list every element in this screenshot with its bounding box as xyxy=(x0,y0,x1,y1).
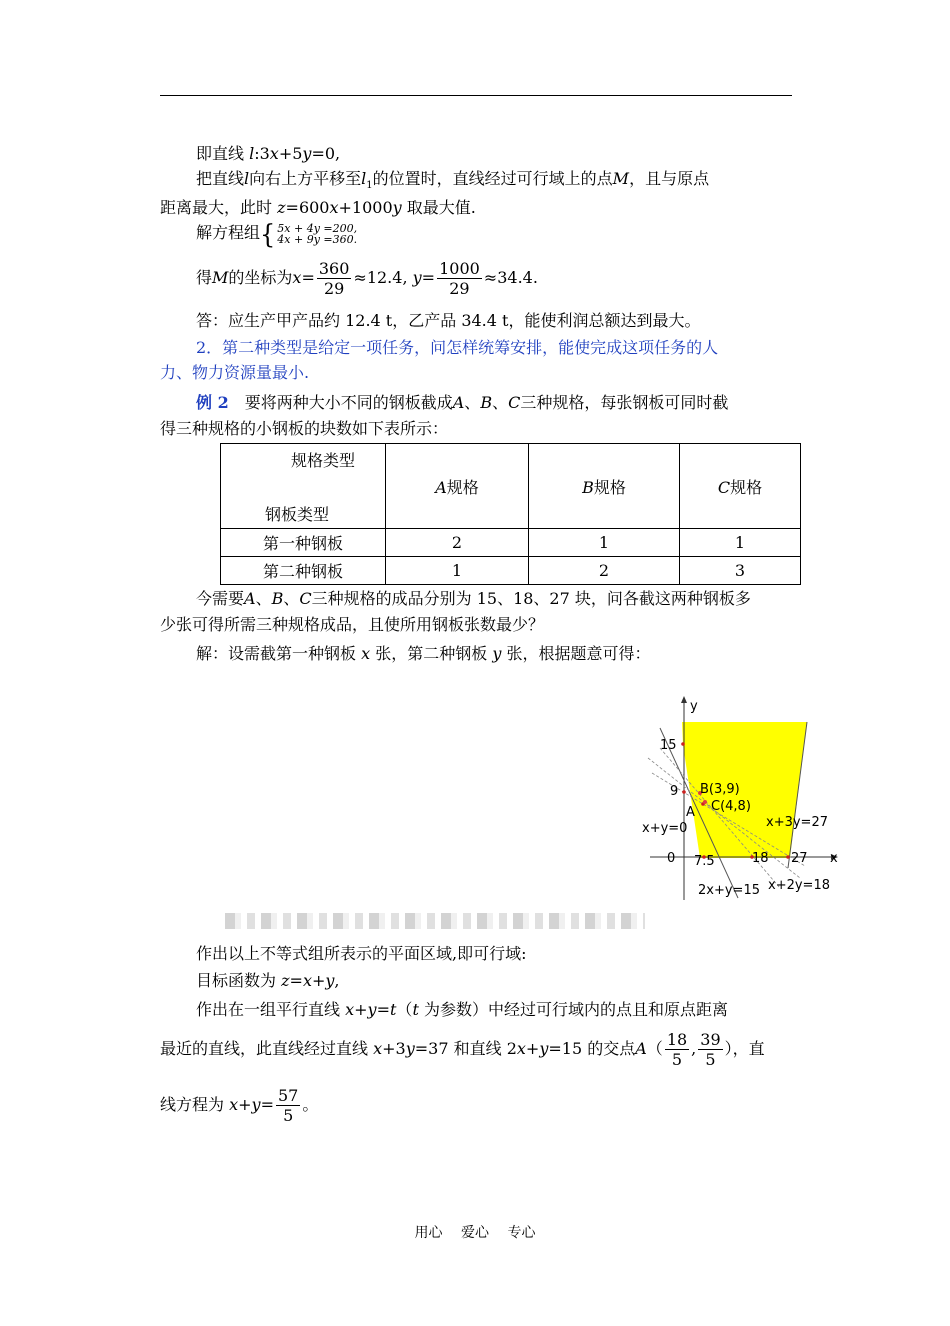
table-cell: 2 xyxy=(529,557,680,585)
equation-system: 5x + 4y =200, 4x + 9y =360. xyxy=(277,221,358,246)
para-line-equation: 线方程为 x+y= $\frac{57}{5}$ 。 xyxy=(160,1086,319,1125)
steel-plate-table xyxy=(220,443,801,585)
line-label-x-2y-18: x+2y=18 xyxy=(768,878,830,893)
line-label-2x-y-15: 2x+y=15 xyxy=(698,883,760,898)
para-max-distance: 距离最大，此时 z=600x+1000y 取最大值. xyxy=(160,198,476,217)
para-translate-line: 把直线l向右上方平移至$l_1$的位置时，直线经过可行域上的点M，且与原点 xyxy=(196,169,710,192)
para-solution: 解：设需截第一种钢板 x 张，第二种钢板 y 张，根据题意可得： xyxy=(196,644,651,663)
table-row xyxy=(221,529,801,557)
para-objective: 目标函数为 z=x+y, xyxy=(196,971,340,990)
section-heading-type2-line1: 2．第二种类型是给定一项任务，问怎样统筹安排，能使完成这项任务的人 xyxy=(196,338,719,357)
table-corner-header xyxy=(221,444,386,529)
table-cell: 1 xyxy=(386,557,529,585)
header-spec-type: 规格类型 xyxy=(291,451,356,470)
point-15 xyxy=(681,742,685,746)
table-cell: 1 xyxy=(680,529,801,557)
brace-symbol: { xyxy=(260,218,276,249)
para-line-l-equation: 即直线 l:3x+5y=0, xyxy=(196,144,341,163)
tick-label-15: 15 xyxy=(660,738,677,753)
tick-label-27: 27 xyxy=(791,851,808,866)
para-parallel-lines: 作出在一组平行直线 x+y=t（t 为参数）中经过可行域内的点且和原点距离 xyxy=(196,1000,728,1019)
row-label: 第二种钢板 xyxy=(221,557,386,585)
table-row xyxy=(221,557,801,585)
para-equation-system: 解方程组{ 5x + 4y =200, 4x + 9y =360. xyxy=(196,218,358,249)
blurred-artifact xyxy=(225,913,645,929)
fraction-39-5: $\frac{39}{5}$ xyxy=(700,1030,721,1069)
y-axis-arrow-icon xyxy=(681,696,687,703)
para-example2: 例 2 要将两种大小不同的钢板截成A、B、C三种规格，每张钢板可同时截 xyxy=(196,393,729,412)
row-label: 第一种钢板 xyxy=(221,529,386,557)
para-intersection: 最近的直线，此直线经过直线 x+3y=37 和直线 2x+y=15 的交点A（ $\frac{18}{5}$ , $\frac{39}{5}$ ），直 xyxy=(160,1030,765,1069)
y-axis-label: y xyxy=(690,699,698,714)
origin-label: 0 xyxy=(667,851,676,866)
tick-label-7-5: 7.5 xyxy=(694,854,715,869)
fraction-57-5: $\frac{57}{5}$ xyxy=(277,1086,299,1125)
section-heading-type2-line2: 力、物力资源量最小. xyxy=(160,363,310,382)
point-27 xyxy=(786,855,790,859)
line-label-x-y-0: x+y=0 xyxy=(642,821,688,836)
table-cell: 2 xyxy=(386,529,529,557)
col-header-a: A规格 xyxy=(386,444,529,529)
feasible-region-graph xyxy=(640,688,840,903)
para-requirement: 今需要A、B、C三种规格的成品分别为 15、18、27 块，问各截这两种钢板多 xyxy=(196,589,751,608)
tick-label-9: 9 xyxy=(670,784,679,799)
para-requirement-cont: 少张可得所需三种规格成品，且使所用钢板张数最少？ xyxy=(160,615,545,634)
page-footer: 用心 爱心 专心 xyxy=(414,1225,536,1241)
col-header-c: C规格 xyxy=(680,444,801,529)
table-cell: 3 xyxy=(680,557,801,585)
tick-label-18: 18 xyxy=(752,851,769,866)
para-answer: 答：应生产甲产品约 12.4 t，乙产品 34.4 t，能使利润总额达到最大。 xyxy=(196,311,701,330)
label-A: A xyxy=(686,805,695,820)
line-label-x-3y-27: x+3y=27 xyxy=(766,815,828,830)
x-axis-label: x xyxy=(830,851,838,866)
para-coordinates-M: 得M的坐标为x= $\frac{360}{29}$ ≈12.4, y= $\frac{1000}{29}$ ≈34.4. xyxy=(196,259,538,298)
header-plate-type: 钢板类型 xyxy=(265,505,330,524)
label-B: B(3,9) xyxy=(700,782,740,797)
header-rule xyxy=(160,95,792,96)
point-9 xyxy=(682,790,686,794)
label-C: C(4,8) xyxy=(711,799,751,814)
example-label: 例 2 xyxy=(196,393,229,412)
para-feasible-region: 作出以上不等式组所表示的平面区域,即可行域: xyxy=(196,944,527,963)
table-cell: 1 xyxy=(529,529,680,557)
point-C xyxy=(703,800,707,804)
fraction-18-5: $\frac{18}{5}$ xyxy=(666,1030,688,1069)
fraction-1000-29: $\frac{1000}{29}$ xyxy=(439,259,480,298)
para-example2-cont: 得三种规格的小钢板的块数如下表所示： xyxy=(160,419,449,438)
col-header-b: B规格 xyxy=(529,444,680,529)
fraction-360-29: $\frac{360}{29}$ xyxy=(318,259,350,298)
